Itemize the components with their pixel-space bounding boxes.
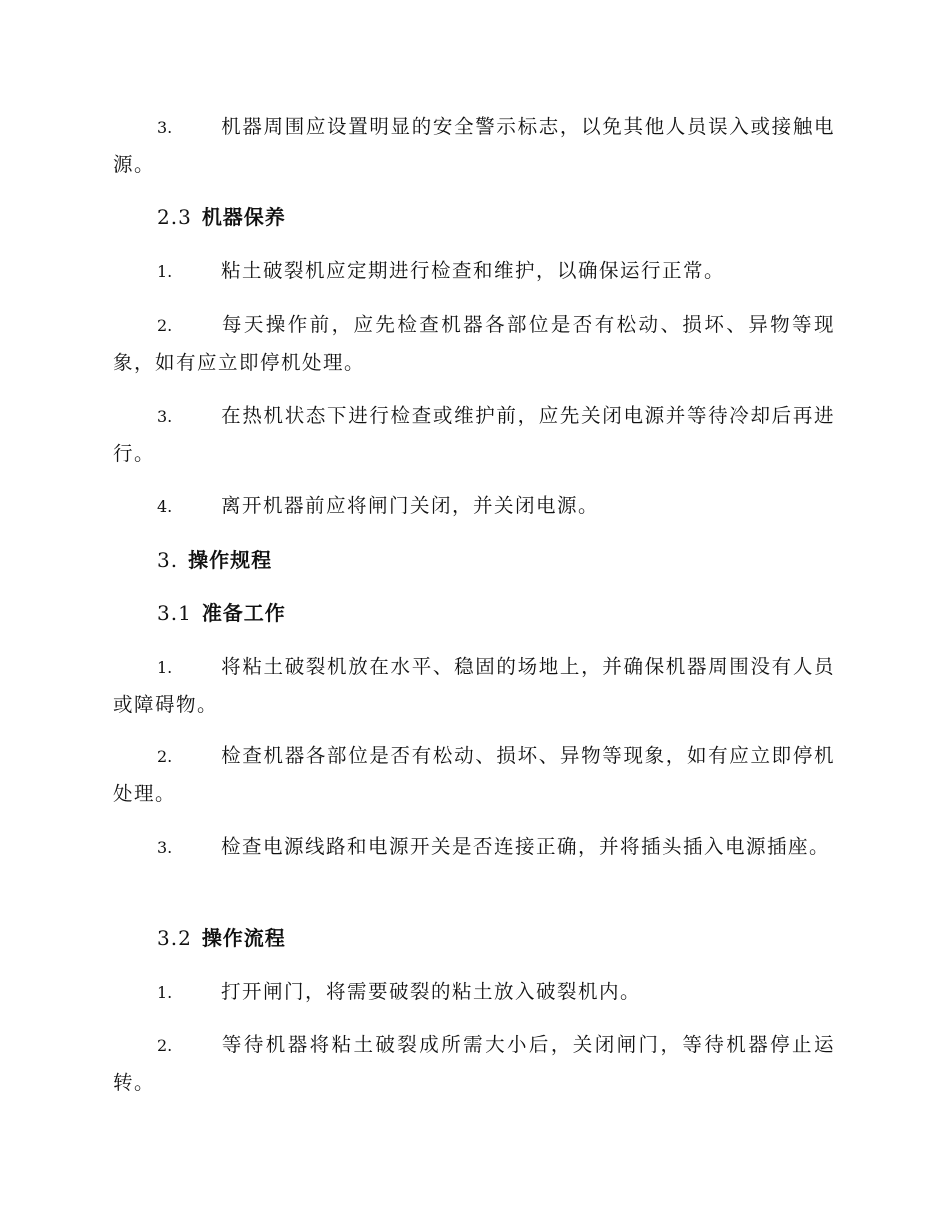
list-item <box>113 973 835 1011</box>
list-number: 3. <box>157 838 173 857</box>
section-number: 3.2 <box>157 926 192 950</box>
list-number: 1. <box>157 658 173 677</box>
section-number: 3. <box>157 548 179 572</box>
list-item <box>113 397 835 472</box>
section-title: 操作流程 <box>201 926 286 950</box>
list-item <box>113 252 835 290</box>
section-title: 准备工作 <box>201 601 286 625</box>
list-number: 3. <box>157 118 173 137</box>
list-item <box>113 648 835 723</box>
list-text: 打开闸门，将需要破裂的粘土放入破裂机内。 <box>221 980 642 1003</box>
list-item <box>113 828 835 866</box>
list-number: 1. <box>157 262 173 281</box>
list-number: 1. <box>157 983 173 1002</box>
section-title: 机器保养 <box>201 205 286 229</box>
list-text: 将粘土破裂机放在水平、稳固的场地上，并确保机器周围没有人员或障碍物。 <box>113 655 835 716</box>
section-number: 3.1 <box>157 601 192 625</box>
list-item <box>113 737 835 812</box>
section-heading <box>157 202 286 232</box>
list-text: 每天操作前，应先检查机器各部位是否有松动、损坏、异物等现象，如有应立即停机处理。 <box>113 313 835 374</box>
list-number: 2. <box>157 747 173 766</box>
list-number: 3. <box>157 407 173 426</box>
list-number: 4. <box>157 497 173 516</box>
list-text: 机器周围应设置明显的安全警示标志，以免其他人员误入或接触电源。 <box>113 115 835 176</box>
list-text: 检查机器各部位是否有松动、损坏、异物等现象，如有应立即停机处理。 <box>113 744 835 805</box>
list-item <box>113 108 835 183</box>
list-item <box>113 487 835 525</box>
list-text: 在热机状态下进行检查或维护前，应先关闭电源并等待冷却后再进行。 <box>113 404 835 465</box>
list-text: 等待机器将粘土破裂成所需大小后，关闭闸门，等待机器停止运转。 <box>113 1033 835 1094</box>
section-heading <box>157 923 286 953</box>
list-item <box>113 306 835 381</box>
section-heading <box>157 598 286 628</box>
list-number: 2. <box>157 1036 173 1055</box>
section-title: 操作规程 <box>188 548 273 572</box>
section-number: 2.3 <box>157 205 192 229</box>
list-text: 离开机器前应将闸门关闭，并关闭电源。 <box>221 494 600 517</box>
list-item <box>113 1026 835 1101</box>
section-heading <box>157 545 272 575</box>
list-text: 检查电源线路和电源开关是否连接正确，并将插头插入电源插座。 <box>221 835 831 858</box>
list-number: 2. <box>157 316 173 335</box>
list-text: 粘土破裂机应定期进行检查和维护，以确保运行正常。 <box>221 259 726 282</box>
